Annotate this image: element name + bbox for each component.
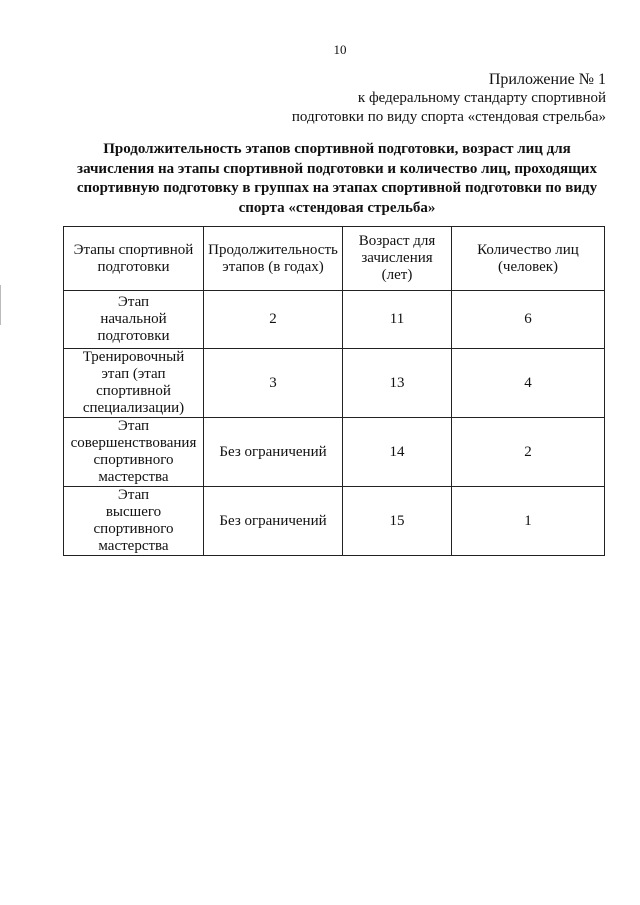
header-cell-count: [452, 227, 605, 291]
document-title: [62, 140, 612, 218]
appendix-line-2: к федеральному стандарту спортивной: [357, 90, 606, 106]
header-cell-age: [343, 227, 452, 291]
duration-cell: 2: [204, 291, 343, 349]
table-row: [64, 291, 605, 349]
table-row: [64, 418, 605, 487]
appendix-header: [292, 70, 606, 127]
header-line: зачисления: [361, 250, 433, 266]
duration-cell: Без ограничений: [204, 418, 343, 487]
stage-line: Тренировочный: [82, 349, 185, 365]
stage-line: Этап: [117, 418, 150, 434]
stages-table: [63, 226, 605, 556]
scan-edge-mark: [0, 285, 4, 325]
age-cell: 13: [343, 349, 452, 418]
duration-cell: Без ограничений: [204, 487, 343, 556]
age-cell: 11: [343, 291, 452, 349]
stage-line: спортивного: [93, 521, 174, 537]
appendix-line-1: Приложение № 1: [488, 71, 606, 88]
stage-line: спортивного: [93, 452, 174, 468]
title-line-2: зачисления на этапы спортивной подготовки и количество лиц, проходящих: [77, 160, 597, 177]
header-line: (человек): [497, 258, 559, 275]
count-cell: 4: [452, 349, 605, 418]
page-number: 10: [333, 42, 347, 57]
header-line: Возраст для: [358, 233, 436, 249]
header-line: Количество лиц: [477, 241, 579, 258]
title-line-3: спортивную подготовку в группах на этапах спортивной подготовки по виду: [76, 180, 598, 196]
header-line: (лет): [381, 267, 413, 283]
stage-line: совершенствования: [70, 435, 197, 451]
age-cell: 15: [343, 487, 452, 556]
table-header-row: [64, 227, 605, 291]
table-row: [64, 487, 605, 556]
header-cell-duration: [204, 227, 343, 291]
header-line: этапов (в годах): [222, 258, 324, 275]
stage-line: специализации): [82, 400, 185, 416]
stage-line: подготовки: [97, 328, 170, 344]
stage-cell: [64, 487, 204, 556]
header-line: подготовки: [97, 258, 170, 275]
stage-cell: [64, 291, 204, 349]
stage-line: высшего: [105, 504, 162, 520]
stage-line: мастерства: [98, 469, 169, 485]
title-line-4: спорта «стендовая стрельба»: [238, 199, 436, 216]
age-cell: 14: [343, 418, 452, 487]
header-line: Продолжительность: [208, 241, 338, 258]
appendix-line-3: подготовки по виду спорта «стендовая стрельба»: [291, 109, 606, 125]
stage-line: Этап: [117, 294, 150, 310]
stage-line: начальной: [100, 311, 167, 327]
stage-cell: [64, 349, 204, 418]
count-cell: 6: [452, 291, 605, 349]
stage-line: Этап: [117, 487, 150, 503]
table-row: [64, 349, 605, 418]
count-cell: 2: [452, 418, 605, 487]
count-cell: 1: [452, 487, 605, 556]
title-line-1: Продолжительность этапов спортивной подготовки, возраст лиц для: [103, 141, 571, 157]
duration-cell: 3: [204, 349, 343, 418]
stage-cell: [64, 418, 204, 487]
header-line: Этапы спортивной: [73, 241, 194, 258]
header-cell-stages: [64, 227, 204, 291]
stage-line: спортивной: [96, 383, 171, 399]
stage-line: этап (этап: [101, 366, 166, 382]
stage-line: мастерства: [98, 538, 169, 554]
